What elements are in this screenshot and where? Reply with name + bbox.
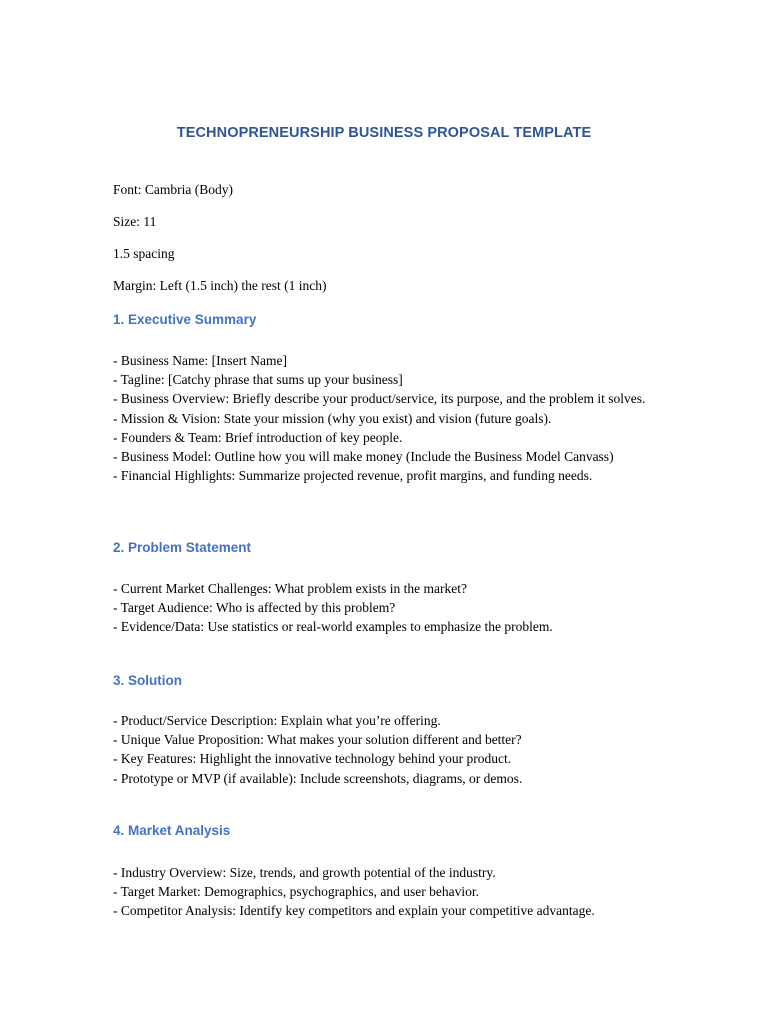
list-item: - Industry Overview: Size, trends, and growth potential of the industry.: [113, 865, 496, 880]
format-note-size: Size: 11: [113, 214, 157, 229]
list-item: - Business Overview: Briefly describe your product/service, its purpose, and the problem it solves.: [113, 391, 646, 407]
list-item: - Current Market Challenges: What problem exists in the market?: [113, 581, 468, 596]
list-item: - Evidence/Data: Use statistics or real-world examples to emphasize the problem.: [113, 619, 553, 635]
list-item: - Competitor Analysis: Identify key competitors and explain your competitive advantage.: [113, 903, 595, 919]
list-item: - Unique Value Proposition: What makes your solution different and better?: [113, 732, 522, 748]
format-note-spacing: 1.5 spacing: [113, 246, 175, 261]
format-note-font: Font: Cambria (Body): [113, 182, 233, 197]
list-item: - Target Audience: Who is affected by this problem?: [113, 600, 396, 616]
list-item: - Business Model: Outline how you will make money (Include the Business Model Canvass): [113, 449, 614, 465]
section-heading-market-analysis: 4. Market Analysis: [113, 823, 231, 838]
list-item: - Prototype or MVP (if available): Include screenshots, diagrams, or demos.: [113, 770, 523, 786]
section-list-market-analysis: [113, 863, 658, 921]
list-item: - Target Market: Demographics, psychographics, and user behavior.: [113, 884, 479, 900]
list-item: - Tagline: [Catchy phrase that sums up your business]: [113, 372, 403, 388]
list-item: - Founders & Team: Brief introduction of key people.: [113, 429, 403, 445]
section-list-executive-summary: [113, 351, 658, 485]
section-list-problem-statement: [113, 579, 658, 637]
list-item: - Product/Service Description: Explain what you’re offering.: [113, 713, 441, 728]
document-title: TECHNOPRENEURSHIP BUSINESS PROPOSAL TEMPLATE: [176, 125, 592, 141]
section-heading-solution: 3. Solution: [113, 673, 182, 688]
section-heading-executive-summary: 1. Executive Summary: [113, 312, 257, 327]
list-item: - Key Features: Highlight the innovative technology behind your product.: [113, 751, 512, 767]
list-item: - Financial Highlights: Summarize projected revenue, profit margins, and funding needs.: [113, 468, 593, 484]
section-heading-problem-statement: 2. Problem Statement: [113, 540, 252, 555]
list-item: - Business Name: [Insert Name]: [113, 353, 287, 368]
section-list-solution: [113, 711, 658, 788]
format-note-margin: Margin: Left (1.5 inch) the rest (1 inch): [113, 278, 327, 293]
list-item: - Mission & Vision: State your mission (why you exist) and vision (future goals).: [113, 410, 552, 426]
